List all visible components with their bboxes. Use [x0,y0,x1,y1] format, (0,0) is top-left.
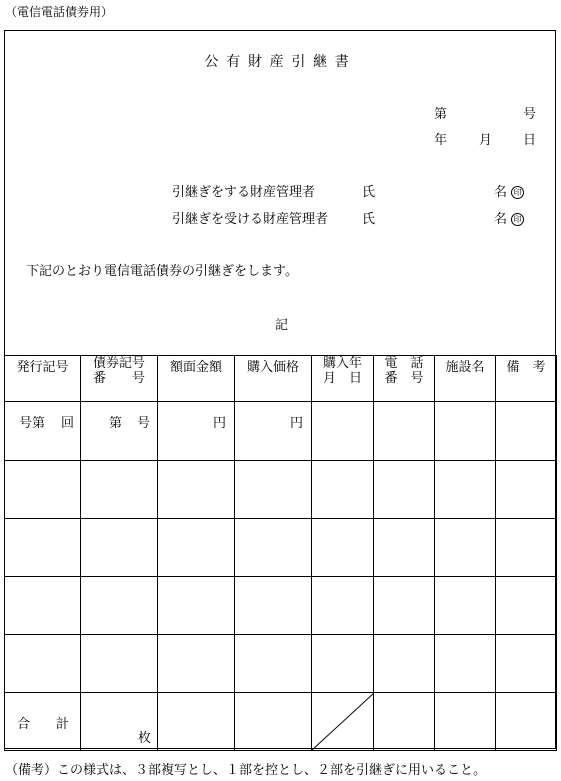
table-row [5,519,557,577]
document-title: 公有財産引継書 [204,54,357,70]
cell-issue-symbol[interactable] [5,635,81,693]
footnote: （備考）この様式は、３部複写とし、１部を控とし、２部を引継ぎに用いること。 [5,763,487,778]
cell-face-value[interactable] [158,635,235,693]
cell-issue-symbol[interactable] [5,402,81,461]
cell-facility-name[interactable] [435,635,496,693]
cell-phone-number[interactable] [374,402,435,461]
cell-bond-number[interactable] [81,577,158,635]
total-remarks-cell[interactable] [496,693,557,751]
cell-remarks[interactable] [496,577,557,635]
table-row [5,635,557,693]
transferee-shi: 氏 [362,212,376,227]
header-purchase-date [312,356,374,402]
bond-dai: 第 [109,416,123,431]
header-facility-name: 施設名 [435,356,496,402]
total-row [5,693,557,751]
header-phone-number [374,356,435,402]
cell-purchase-date[interactable] [312,461,374,519]
issue-go-dai: 号第 [19,416,46,431]
cell-remarks[interactable] [496,402,557,461]
cell-phone-number[interactable] [374,577,435,635]
header-number: 番 号 [384,371,424,386]
total-phone-cell[interactable] [374,693,435,751]
cell-face-value[interactable] [158,519,235,577]
cell-face-value[interactable] [158,461,235,519]
cell-purchase-price[interactable] [235,519,312,577]
transferee-mei-text: 名 [494,212,508,227]
number-dai: 第 [434,107,448,122]
header-purchase-price: 購入価格 [235,356,312,402]
cell-purchase-price[interactable] [235,635,312,693]
cell-purchase-date[interactable] [312,635,374,693]
face-value-yen: 円 [212,416,226,431]
cell-issue-symbol[interactable] [5,519,81,577]
transferor-mei [494,186,524,199]
header-purchase-year: 購入年 [322,356,362,371]
header-remarks: 備 考 [496,356,557,402]
cell-remarks[interactable] [496,635,557,693]
seal-icon: 印 [511,213,524,226]
table-row [5,577,557,635]
issue-kai: 回 [61,416,75,431]
cell-remarks[interactable] [496,519,557,577]
cell-purchase-date[interactable] [312,402,374,461]
diagonal-slash [312,693,374,750]
cell-bond-number[interactable] [81,402,158,461]
intro-text: 下記のとおり電信電話債券の引継ぎをします。 [26,264,298,279]
header-face-value: 額面金額 [158,356,235,402]
header-issue-symbol: 発行記号 [5,356,81,402]
header-phone: 電 話 [384,356,424,371]
number-go: 号 [523,107,537,122]
transferor-label: 引継ぎをする財産管理者 [172,185,316,200]
cell-purchase-price[interactable] [235,402,312,461]
bond-go: 号 [137,416,151,431]
date-month: 月 [479,133,493,148]
cell-facility-name[interactable] [435,461,496,519]
cell-face-value[interactable] [158,577,235,635]
transferee-mei [494,213,524,226]
total-facility-cell[interactable] [435,693,496,751]
seal-icon: 印 [511,186,524,199]
cell-purchase-date[interactable] [312,519,374,577]
bond-table [4,355,557,751]
cell-purchase-price[interactable] [235,577,312,635]
header-bond-symbol-number [81,356,158,402]
transferee-label: 引継ぎを受ける財産管理者 [172,212,329,227]
cell-issue-symbol[interactable] [5,461,81,519]
cell-bond-number[interactable] [81,635,158,693]
cell-phone-number[interactable] [374,519,435,577]
form-type-label: （電信電話債券用） [5,5,114,19]
cell-face-value[interactable] [158,402,235,461]
total-label: 合 計 [17,717,70,732]
cell-phone-number[interactable] [374,635,435,693]
table-header-row [5,356,557,402]
total-unit: 枚 [137,731,151,746]
total-label-cell [5,693,81,751]
cell-facility-name[interactable] [435,402,496,461]
cell-facility-name[interactable] [435,577,496,635]
cell-issue-symbol[interactable] [5,577,81,635]
total-count-cell[interactable] [81,693,158,751]
date-day: 日 [523,133,537,148]
cell-phone-number[interactable] [374,461,435,519]
cell-bond-number[interactable] [81,519,158,577]
transferor-mei-text: 名 [494,185,508,200]
total-purchase-price-cell[interactable] [235,693,312,751]
total-diagonal-cell [312,693,374,751]
cell-bond-number[interactable] [81,461,158,519]
header-bond-number: 番 号 [92,371,145,386]
header-bond-symbol: 債券記号 [92,356,145,371]
header-purchase-monthday: 月 日 [322,371,362,386]
total-face-value-cell[interactable] [158,693,235,751]
date-year: 年 [434,133,448,148]
cell-purchase-price[interactable] [235,461,312,519]
ki-heading: 記 [275,318,289,333]
table-row [5,402,557,461]
cell-facility-name[interactable] [435,519,496,577]
cell-purchase-date[interactable] [312,577,374,635]
table-row [5,461,557,519]
cell-remarks[interactable] [496,461,557,519]
purchase-price-yen: 円 [289,416,303,431]
transferor-shi: 氏 [362,185,376,200]
